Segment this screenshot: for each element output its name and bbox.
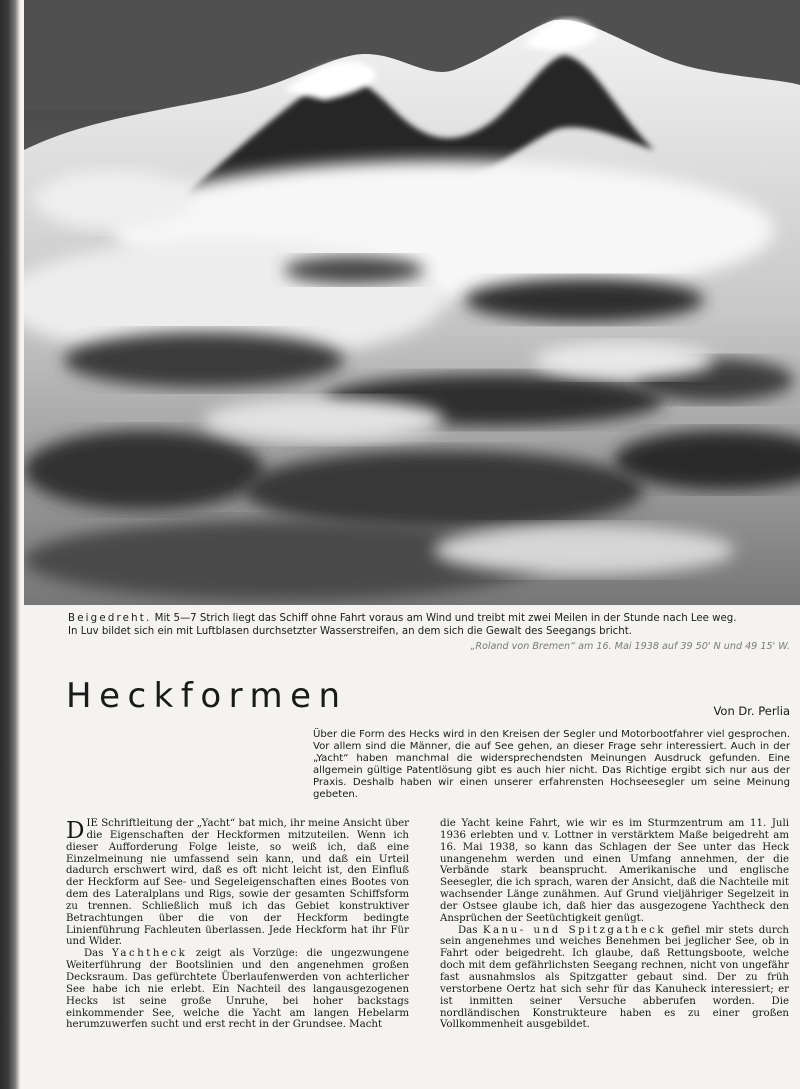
article-column-left (66, 818, 409, 1031)
photo-caption (68, 612, 790, 652)
left-paragraph-1 (66, 818, 409, 948)
right-paragraph-2-pre: Das (458, 924, 483, 936)
term-kanuheck: Kanu- und Spitzgatheck (482, 924, 666, 936)
left-paragraph-2-pre: Das (84, 948, 112, 960)
left-paragraph-1-text: IE Schriftleitung der „Yacht“ bat mich, ihr meine Ansicht über die Eigenschaften der Heckformen mitzuteilen. Wenn ich dieser Aufforderung Folge leiste, so weiß ich, daß eine Einzelmeinung nie umfassend sein kann, und daß ein Urteil dadurch erschwert wird, daß es oft nicht leicht ist, den Einfluß der Heckform auf See- und Segeleigenschaften eines Bootes von dem des Lateralplans und Rigs, sowie der gesamten Schiffsform zu trennen. Schließlich muß ich das Gebiet konstruktiver Betrachtungen über die von der Heckform bedingte Linienführung Fachleuten überlassen. Jede Heckform hat ihr Für und Wider. (66, 818, 409, 948)
right-paragraph-1: die Yacht keine Fahrt, wie wir es im Sturmzentrum am 11. Juli 1936 erlebten und v. Lottner in verstärktem Maße beigedreht am 16. Mai 1938, so kann das Schlagen der See unter das Heck unangenehm werden und einen Umfang annehmen, der die Verbände stark beansprucht. Amerikanische und englische Seesegler, die ich sprach, waren der Ansicht, daß die Nachteile mit wachsender Länge zunähmen. Auf Grund vieljähriger Segelzeit in der Ostsee glaube ich, daß hier das ausgezogene Yachtheck den Ansprüchen der Seetüchtigkeit genügt. (440, 818, 789, 924)
term-yachtheck: Yachtheck (112, 948, 188, 960)
drop-cap: D (66, 818, 85, 844)
page-binding-edge (0, 0, 20, 1089)
article-title: Heckformen (66, 676, 348, 716)
stormy-sea-photo (24, 0, 800, 605)
article-author: Von Dr. Perlia (713, 704, 790, 718)
caption-lead: Beigedreht. (68, 613, 152, 624)
article-column-right (440, 818, 789, 1031)
wave-photo-graphic (24, 0, 800, 605)
caption-credit: „Roland von Bremen“ am 16. Mai 1938 auf 39 50' N und 49 15' W. (470, 641, 790, 652)
left-paragraph-2-text: zeigt als Vorzüge: die ungezwungene Weiterführung der Bootslinien und den angenehmen großen Decksraum. Das gefürchtete Überlaufenwerden von achterlicher See habe ich nie erlebt. Ein Nachteil des langausgezogenen Hecks ist seine große Unruhe, bei hoher backstags einkommender See, welche die Yacht am langen Hebelarm herumzuwerfen sucht und erst recht in der Grundsee. Macht (66, 948, 409, 1031)
caption-text-1: Mit 5—7 Strich liegt das Schiff ohne Fahrt voraus am Wind und treibt mit zwei Meilen in der Stunde nach Lee weg. (151, 613, 737, 624)
right-paragraph-2 (440, 925, 789, 1032)
caption-line-2: In Luv bildet sich ein mit Luftblasen durchsetzter Wasserstreifen, an dem sich die Gewalt des Seegangs bricht. (68, 626, 632, 637)
right-paragraph-2-text: gefiel mir stets durch sein angenehmes und weiches Benehmen bei jeglicher See, ob in Fahrt oder beigedreht. Ich glaube, daß Rettungsboote, welche doch mit dem gefährlichsten Seegang rechnen, nicht von ungefähr fast ausnahmslos als Spitzgatter gebaut sind. Der zu früh verstorbene Oertz hat sich sehr für das Kanuheck interessiert; er ist inmitten seiner Versuche abberufen worden. Die nordländischen Konstrukteure haben es zu einer großen Vollkommenheit ausgebildet. (440, 924, 789, 1031)
article-intro: Über die Form des Hecks wird in den Kreisen der Segler und Motorbootfahrer viel gesprochen. Vor allem sind die Männer, die auf See gehen, an dieser Frage sehr interessiert. Auch in der „Yacht“ haben manchmal die widersprechendsten Meinungen Ausdruck gefunden. Eine allgemein gültige Patentlösung gibt es auch hier nicht. Das Richtige ergibt sich nur aus der Praxis. Deshalb haben wir einen unserer erfahrensten Hochseesegler um seine Meinung gebeten. (313, 729, 790, 800)
caption-line-1 (68, 612, 790, 625)
left-paragraph-2 (66, 948, 409, 1031)
